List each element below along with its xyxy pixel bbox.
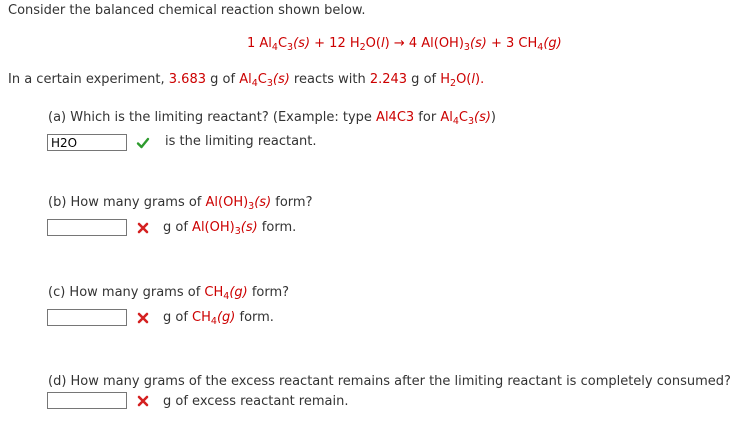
cross-icon (136, 221, 150, 235)
part-d-question: (d) How many grams of the excess reactant remains after the limiting reactant is completely consumed? (48, 374, 731, 389)
mass-h2o: 2.243 (369, 72, 408, 87)
reactant-h2o: $H_2O(l)$. (440, 72, 485, 89)
cross-icon (136, 394, 150, 408)
check-icon (136, 136, 150, 150)
intro-text: Consider the balanced chemical reaction shown below. (8, 3, 366, 18)
mass-al4c3: 3.683 (168, 72, 206, 87)
experiment-text: In a certain experiment, 3.683 g of $Al_4C_3(s)$ reacts with 2.243 g of $H_2O(l)$. (8, 72, 485, 89)
part-a-question: (a) Which is the limiting reactant? (Example: type Al4C3 for $Al_4C_3(s)$) (48, 110, 496, 127)
part-d-answer-input[interactable] (47, 392, 127, 409)
part-a-answer-input[interactable] (47, 134, 127, 151)
part-b-suffix: g of $Al(OH)_3(s)$ form. (163, 220, 297, 237)
part-c-answer-input[interactable] (47, 309, 127, 326)
part-d-suffix: g of excess reactant remain. (163, 394, 349, 409)
reactant-al4c3: $Al_4C_3(s)$ (239, 72, 290, 89)
cross-icon (136, 311, 150, 325)
part-a-suffix: is the limiting reactant. (165, 134, 317, 149)
reaction-equation: 1 $Al_4C_3(s) + 12$ $H_2O(l) \to 4$ $Al(OH)_3(s) + 3$ $CH_4(g)$ (247, 36, 562, 53)
part-c-suffix: g of $CH_4(g)$ form. (163, 310, 274, 327)
part-b-question: (b) How many grams of $Al(OH)_3(s)$ form? (48, 195, 313, 212)
part-b-answer-input[interactable] (47, 219, 127, 236)
part-c-question: (c) How many grams of $CH_4(g)$ form? (48, 285, 290, 302)
